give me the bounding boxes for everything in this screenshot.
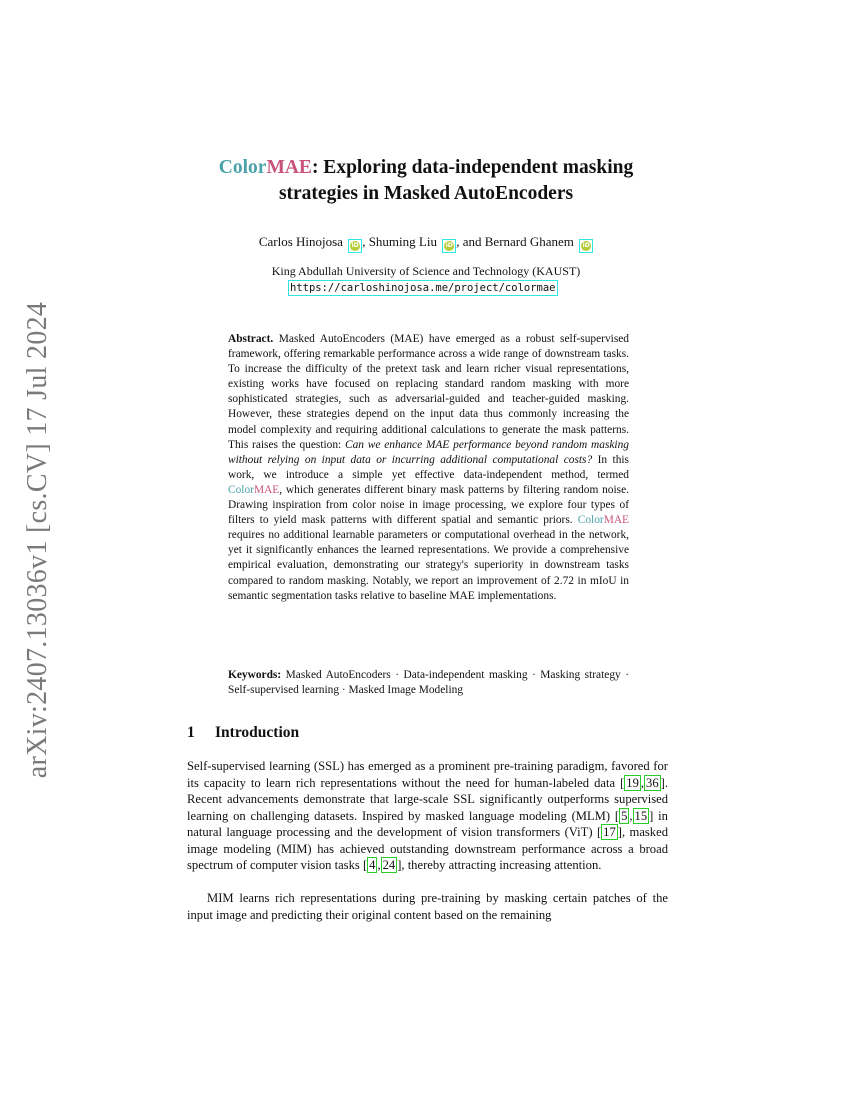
title-rest: : Exploring data-independent masking — [311, 157, 634, 178]
method-name-color: Color — [577, 514, 604, 527]
citation-separator: , — [377, 858, 381, 872]
orcid-icon[interactable] — [579, 239, 593, 253]
intro-paragraph: Self-supervised learning (SSL) has emerged as a prominent pre-training paradigm, favored for its capacity to learn rich representations without the need for human-labeled data [ 19 , 36 ]. Recent advancements demonstrate that large-scale SSL significantly outperforms supervised learning on challenging datasets. Inspired by masked language modeling (MLM) [ 5 , 15 ] in natural language processing and the development of vision transformers (ViT) [ 17 ], masked image modeling (MIM) has achieved outstanding downstream performance across a broad spectrum of computer vision tasks [ 4 , 24 ], thereby attracting increasing attention. — [187, 759, 668, 872]
keywords-label: Keywords: — [228, 669, 282, 681]
citation-link[interactable]: 19 — [626, 775, 639, 790]
paragraph-text: , masked image modeling (MIM) has achieved outstanding downstream performance across a broad spectrum of computer vision tasks — [187, 825, 668, 872]
abstract-text: In this work, we introduce a simple yet effective data-independent method, termed — [228, 453, 629, 481]
citation-separator: , — [629, 808, 633, 823]
keywords — [228, 668, 629, 698]
citation-link[interactable]: 17 — [603, 825, 616, 839]
author-name: Shuming Liu — [368, 234, 437, 249]
orcid-icon[interactable] — [442, 239, 456, 253]
abstract-text: requires no additional learnable parameters or computational overhead in the network, yet it significantly enhances the learned representations. We provide a comprehensive empirical evaluation, demonstrating our strategy's superiority in downstream tasks compared to random masking. Notably, we report an improvement of 2.72 in mIoU in semantic segmentation tasks relative to baseline MAE implementations. — [228, 529, 629, 602]
author-separator: , and — [456, 234, 485, 249]
orcid-glyph: iD — [351, 242, 359, 249]
abstract-text: , which generates different binary mask patterns by filtering random noise. Drawing inspiration from color noise in image processing, we explore four types of filters to yield mask patterns with different spatial and semantic priors. — [228, 483, 629, 527]
citation-separator: , — [640, 775, 645, 790]
citation-link[interactable]: 5 — [621, 808, 628, 823]
method-name-mae: MAE — [253, 483, 280, 496]
author-name: Bernard Ghanem — [484, 234, 574, 249]
citation-link[interactable]: 36 — [646, 775, 659, 790]
method-name-color: Color — [228, 483, 254, 496]
orcid-glyph: iD — [582, 242, 590, 249]
abstract — [228, 332, 629, 604]
citation-link[interactable]: 4 — [369, 858, 376, 872]
keywords-text: Masked AutoEncoders · Data-independent masking · Masking strategy · Self-supervised learning · Masked Image Modeling — [228, 669, 629, 697]
title-color-word: Color — [218, 157, 267, 178]
section-number: 1 — [187, 724, 195, 741]
section-heading — [187, 724, 299, 742]
orcid-icon[interactable] — [348, 239, 362, 253]
affiliation: King Abdullah University of Science and Technology (KAUST) — [271, 264, 581, 278]
paragraph-text: in natural language processing and the development of vision transformers (ViT) — [187, 808, 668, 839]
title-mae-word: MAE — [266, 157, 312, 178]
paragraph-text: Self-supervised learning (SSL) has emerged as a prominent pre-training paradigm, favored for its capacity to learn rich representations without the need for human-labeled data — [187, 759, 668, 790]
abstract-question: Can we enhance MAE performance beyond random masking without relying on input data or incurring additional computational costs? — [228, 438, 629, 466]
abstract-label: Abstract. — [228, 333, 274, 345]
author-separator: , — [362, 234, 369, 249]
intro-paragraph: MIM learns rich representations during pre-training by masking certain patches of the input image and predicting their original content based on the remaining — [187, 891, 668, 922]
paragraph-text: , thereby attracting increasing attention. — [401, 858, 602, 872]
paper-title — [150, 155, 702, 207]
abstract-text: Masked AutoEncoders (MAE) have emerged as a robust self-supervised framework, offering remarkable performance across a wide range of downstream tasks. To increase the difficulty of the pretext task and learn richer visual representations, existing works have focused on replacing standard random masking with more sophisticated strategies, such as adversarial-guided and teacher-guided masking. However, these strategies depend on the input data thus commonly increasing the model complexity and requiring additional calculations to generate the mask patterns. This raises the question: — [228, 333, 629, 451]
method-name-mae: MAE — [603, 514, 629, 527]
author-list — [150, 234, 702, 253]
title-line2: strategies in Masked AutoEncoders — [278, 183, 574, 204]
paragraph-text: . Recent advancements demonstrate that large-scale SSL significantly outperforms supervised learning on challenging datasets. Inspired by masked language modeling (MLM) — [187, 775, 668, 823]
section-title: Introduction — [215, 724, 300, 741]
orcid-glyph: iD — [445, 242, 453, 249]
author-name: Carlos Hinojosa — [258, 234, 343, 249]
project-url-link[interactable]: https://carloshinojosa.me/project/colormae — [290, 282, 556, 294]
citation-link[interactable]: 24 — [382, 858, 396, 872]
arxiv-side-stamp: arXiv:2407.13036v1 [cs.CV] 17 Jul 2024 — [22, 301, 53, 779]
citation-link[interactable]: 15 — [634, 808, 648, 823]
